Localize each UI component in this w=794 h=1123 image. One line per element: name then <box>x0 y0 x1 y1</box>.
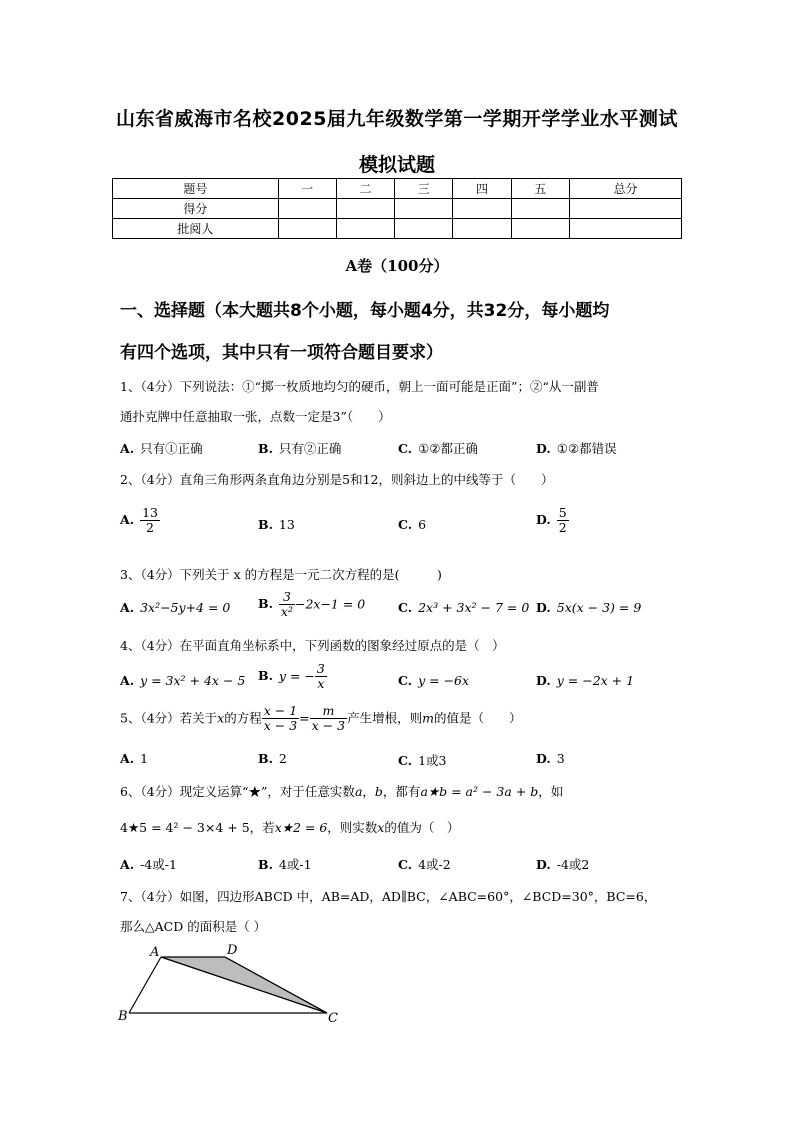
q2-option-d <box>536 506 569 536</box>
score-cell <box>453 219 511 239</box>
q6-option-a-text: -4或-1 <box>140 857 177 872</box>
option-letter: B. <box>258 517 273 532</box>
fraction-denominator: x − 3 <box>311 718 346 734</box>
option-letter: C. <box>398 600 413 615</box>
score-header-cell: 总分 <box>569 179 681 199</box>
q2-option-c-text: 6 <box>418 517 427 532</box>
q2-stem: 2、（4分）直角三角形两条直角边分别是5和12，则斜边上的中线等于（ ） <box>120 472 554 487</box>
q6-comma: ， <box>362 784 375 799</box>
fraction-numerator: 3 <box>316 661 325 676</box>
score-cell <box>453 199 511 219</box>
exam-title-line2: 模拟试题 <box>358 154 435 176</box>
score-table-row <box>113 199 682 219</box>
fraction-denominator: x² <box>280 604 293 620</box>
score-header-cell: 三 <box>395 179 453 199</box>
q6-option-d <box>536 855 589 873</box>
q4-stem: 4、（4分）在平面直角坐标系中，下列函数的图象经过原点的是（ ） <box>120 638 505 653</box>
q6-option-c-text: 4或-2 <box>418 857 451 872</box>
fraction-numerator: 13 <box>142 505 158 520</box>
exam-title-line1: 山东省威海市名校2025届九年级数学第一学期开学学业水平测试 <box>116 108 678 130</box>
q5-option-b <box>258 751 287 766</box>
q3-option-d-text: 5x(x − 3) = 9 <box>556 600 642 615</box>
segment-dc <box>225 957 327 1013</box>
q6-condition: x★2 = 6 <box>274 820 328 835</box>
score-row-label: 得分 <box>113 199 279 219</box>
q1-option-a <box>120 439 203 457</box>
q5-fraction-right <box>310 704 347 734</box>
q4-option-d-text: y = −2x + 1 <box>556 673 635 688</box>
q2-option-a <box>120 506 160 536</box>
option-letter: B. <box>258 751 273 766</box>
score-cell <box>278 219 336 239</box>
q1-stem-line2: 通扑克牌中任意抽取一张，点数一定是3”（ ） <box>120 409 391 424</box>
q1-stem-line1: 1、（4分）下列说法：①“掷一枚质地均匀的硬币，朝上一面可能是正面”；②“从一副普 <box>120 379 599 394</box>
fraction-numerator: m <box>310 704 347 719</box>
option-letter: A. <box>120 751 135 766</box>
vertex-label-b: B <box>118 1009 128 1024</box>
option-letter: D. <box>536 751 551 766</box>
fraction-denominator: 2 <box>146 520 154 536</box>
option-letter: A. <box>120 441 135 456</box>
q3-option-a-text: 3x²−5y+4 = 0 <box>140 600 231 615</box>
score-cell <box>395 219 453 239</box>
q6-option-b-text: 4或-1 <box>278 857 312 872</box>
q4-option-a-text: y = 3x² + 4x − 5 <box>140 673 246 688</box>
q6-var-b: b <box>374 784 383 799</box>
q5-option-d <box>536 751 565 766</box>
q4-option-c-text: y = −6x <box>418 673 470 688</box>
section-a-heading: A卷（100分） <box>345 257 449 275</box>
q5-var-x: x <box>217 710 225 726</box>
vertex-label-a: A <box>150 945 160 960</box>
q5-stem <box>120 704 521 734</box>
q6-option-a <box>120 855 177 873</box>
option-letter: D. <box>536 857 551 872</box>
q6-line1-mid: ，都有 <box>382 784 421 799</box>
option-letter: B. <box>258 441 273 456</box>
q5-stem-post1: 产生增根，则 <box>347 710 423 726</box>
fraction-denominator: x <box>317 676 325 692</box>
score-cell <box>511 199 569 219</box>
q1-option-c <box>398 439 478 457</box>
score-header-cell: 四 <box>453 179 511 199</box>
q5-option-b-text: 2 <box>278 751 287 766</box>
vertex-label-c: C <box>328 1011 338 1026</box>
score-cell <box>395 199 453 219</box>
q2-option-d-fraction <box>557 506 569 536</box>
q3-option-c-text: 2x³ + 3x² − 7 = 0 <box>418 600 530 615</box>
score-table-row <box>113 219 682 239</box>
q3-option-b-fraction <box>279 590 295 620</box>
q7-trapezoid-figure <box>110 940 350 1030</box>
q6-line1-post: ，如 <box>538 784 564 799</box>
fraction-numerator: 3 <box>279 590 295 605</box>
q5-equals: = <box>299 710 310 726</box>
part1-heading-line1: 一、选择题（本大题共8个小题，每小题4分，共32分，每小题均 <box>120 301 610 321</box>
q6-var-a: a <box>354 784 363 799</box>
q6-stem-line1 <box>120 782 563 800</box>
score-table-header-row <box>113 179 682 199</box>
score-row-label: 批阅人 <box>113 219 279 239</box>
q3-option-c <box>398 600 529 615</box>
score-table <box>112 178 682 239</box>
q6-line2-post2: 的值为（ ） <box>384 820 460 835</box>
option-letter: A. <box>120 600 135 615</box>
q5-option-d-text: 3 <box>556 751 565 766</box>
q1-option-d <box>536 439 617 457</box>
vertex-label-d: D <box>227 943 238 958</box>
score-header-cell: 五 <box>511 179 569 199</box>
option-letter: C. <box>398 857 413 872</box>
q6-option-c <box>398 855 451 873</box>
q1-option-b-text: 只有②正确 <box>278 441 342 456</box>
q6-stem-line2 <box>120 818 459 836</box>
q1-option-a-text: 只有①正确 <box>140 441 203 456</box>
option-letter: C. <box>398 753 413 768</box>
option-letter: D. <box>536 512 551 528</box>
q2-option-b-text: 13 <box>278 517 295 532</box>
q3-option-a <box>120 600 230 615</box>
option-letter: B. <box>258 668 273 684</box>
q3-option-b <box>258 590 365 620</box>
option-letter: C. <box>398 673 413 688</box>
q5-option-c <box>398 751 447 769</box>
q6-line1-prefix: 6、（4分）现定义运算“★”，对于任意实数 <box>120 784 355 799</box>
option-letter: B. <box>258 857 273 872</box>
q4-option-b-fraction <box>315 662 327 692</box>
q6-var-x: x <box>377 820 385 835</box>
score-header-cell: 题号 <box>113 179 279 199</box>
score-cell <box>336 219 394 239</box>
q5-stem-post2: 的值是（ ） <box>433 710 522 726</box>
q6-line2-post1: ，则实数 <box>327 820 378 835</box>
segment-ac <box>161 957 327 1013</box>
part1-heading-line2: 有四个选项，其中只有一项符合题目要求） <box>120 343 443 363</box>
option-letter: A. <box>120 673 135 688</box>
q7-stem-line2: 那么△ACD 的面积是（ ） <box>120 919 267 934</box>
q6-line2-mid: ，若 <box>249 820 275 835</box>
score-cell <box>278 199 336 219</box>
score-cell <box>569 219 681 239</box>
q5-option-a-text: 1 <box>140 751 149 766</box>
q5-stem-mid: 的方程 <box>224 710 262 726</box>
fraction-numerator: 5 <box>558 505 567 520</box>
option-letter: B. <box>258 596 273 612</box>
q4-option-b <box>258 662 327 692</box>
q5-option-a <box>120 751 148 766</box>
q7-stem-line1: 7、（4分）如图，四边形ABCD 中，AB=AD，AD∥BC，∠ABC=60°，∠BCD=30°，BC=6， <box>120 889 657 904</box>
q3-option-d <box>536 600 641 615</box>
q2-option-c <box>398 517 426 532</box>
fraction-numerator: x − 1 <box>263 703 298 718</box>
q1-option-b <box>258 439 341 457</box>
fraction-denominator: 2 <box>558 520 567 536</box>
q5-fraction-left <box>262 704 299 734</box>
q4-option-b-prefix: y = − <box>278 668 315 684</box>
option-letter: D. <box>536 673 551 688</box>
fraction-denominator: x − 3 <box>263 718 298 734</box>
q3-stem: 3、（4分）下列关于 x 的方程是一元二次方程的是( ) <box>120 567 442 582</box>
segment-ab <box>129 957 161 1013</box>
option-letter: A. <box>120 512 135 528</box>
q4-option-c <box>398 673 469 688</box>
q6-option-b <box>258 855 312 873</box>
q6-example: 4★5 = 4² − 3×4 + 5 <box>120 820 250 835</box>
q4-option-a <box>120 673 245 688</box>
score-header-cell: 一 <box>278 179 336 199</box>
q6-definition: a★b = a² − 3a + b <box>420 784 539 799</box>
q2-option-a-fraction <box>140 506 160 536</box>
q6-option-d-text: -4或2 <box>556 857 590 872</box>
q5-var-m: m <box>422 710 434 726</box>
option-letter: C. <box>398 441 413 456</box>
score-cell <box>569 199 681 219</box>
score-cell <box>511 219 569 239</box>
q5-stem-prefix: 5、（4分）若关于 <box>120 710 218 726</box>
option-letter: D. <box>536 441 551 456</box>
q5-option-c-text: 1或3 <box>418 753 447 768</box>
score-cell <box>336 199 394 219</box>
option-letter: A. <box>120 857 135 872</box>
option-letter: D. <box>536 600 551 615</box>
score-header-cell: 二 <box>336 179 394 199</box>
q2-option-b <box>258 517 295 532</box>
q1-option-c-text: ①②都正确 <box>418 441 479 456</box>
q3-option-b-rest: −2x−1 = 0 <box>294 596 366 612</box>
q4-option-d <box>536 673 634 688</box>
option-letter: C. <box>398 517 413 532</box>
q1-option-d-text: ①②都错误 <box>556 441 617 456</box>
